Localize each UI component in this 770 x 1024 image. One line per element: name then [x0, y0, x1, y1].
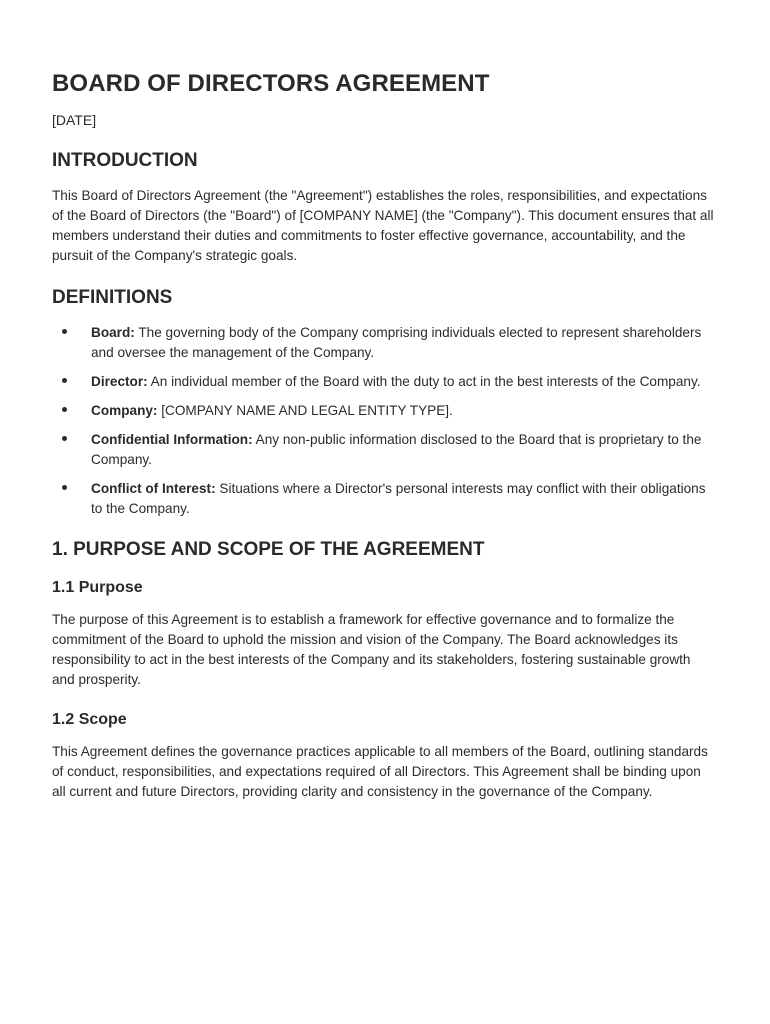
document-date: [DATE] [52, 112, 97, 128]
introduction-text: This Board of Directors Agreement (the "Agreement") establishes the roles, responsibilities, and expectations of the Board of Directors (the "Board") of [COMPANY NAME] (the "Company"). This document ensures that all members understand their duties and commitments to foster effective governance, accountability, and the pursuit of the Company's strategic goals. [52, 188, 714, 263]
definitions-heading: DEFINITIONS [52, 287, 173, 308]
list-item [52, 479, 714, 519]
scope-heading: 1.2 Scope [52, 711, 127, 728]
definition-term: Board: [91, 325, 135, 340]
bullet-icon [62, 329, 67, 334]
bullet-icon [62, 378, 67, 383]
definition-text: The governing body of the Company comprising individuals elected to represent shareholders and oversee the management of the Company. [91, 325, 702, 360]
bullet-icon [62, 485, 67, 490]
list-item [52, 323, 714, 363]
definition-text: Situations where a Director's personal interests may conflict with their obligations to the Company. [91, 481, 706, 516]
definitions-list [52, 323, 714, 519]
definition-term: Company: [91, 403, 158, 418]
introduction-heading: INTRODUCTION [52, 150, 198, 171]
definition-text: An individual member of the Board with the duty to act in the best interests of the Company. [147, 374, 701, 389]
list-item [52, 430, 714, 470]
bullet-icon [62, 407, 67, 412]
list-item [52, 372, 714, 392]
purpose-text: The purpose of this Agreement is to establish a framework for effective governance and to formalize the commitment of the Board to uphold the mission and vision of the Company. The Board acknowledges its responsibility to act in the best interests of the Company and its stakeholders, fostering sustainable growth and prosperity. [52, 612, 691, 687]
definition-text: Any non-public information disclosed to the Board that is proprietary to the Company. [91, 432, 702, 467]
definition-term: Confidential Information: [91, 432, 253, 447]
list-item [52, 401, 714, 421]
section-1-heading: 1. PURPOSE AND SCOPE OF THE AGREEMENT [52, 539, 485, 560]
bullet-icon [62, 436, 67, 441]
definition-term: Conflict of Interest: [91, 481, 216, 496]
document-title: BOARD OF DIRECTORS AGREEMENT [52, 70, 490, 97]
scope-text: This Agreement defines the governance practices applicable to all members of the Board, outlining standards of conduct, responsibilities, and expectations required of all Directors. This Agreement shall be binding upon all current and future Directors, providing clarity and consistency in the governance of the Company. [52, 744, 708, 799]
purpose-heading: 1.1 Purpose [52, 579, 143, 596]
definition-text: [COMPANY NAME AND LEGAL ENTITY TYPE]. [157, 403, 453, 418]
definition-term: Director: [91, 374, 148, 389]
